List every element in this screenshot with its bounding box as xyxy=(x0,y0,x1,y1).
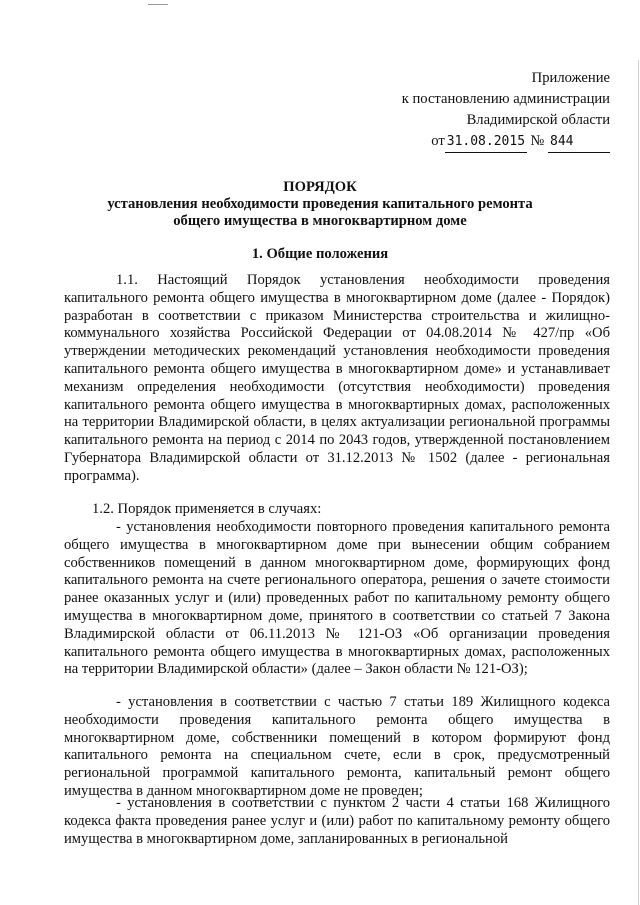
date-prefix: от xyxy=(431,133,445,149)
appendix-header xyxy=(402,68,610,153)
paragraph-text: 1.1. Настоящий Порядок установления необходимости проведения капитального ремонта общего имущества в многоквартирном доме (далее - Порядок) разработан в соответствии с приказом Министерства строительства и жилищно-коммунального хозяйства Российской Федерации от 04.08.2014 № 427/пр «Об утверждении методических рекомендаций установления необходимости проведения капитального ремонта общего имущества в многоквартирном доме» и устанавливает механизм определения необходимости (отсутствия необходимости) проведения капитального ремонта общего имущества в многоквартирных домах, расположенных на территории Владимирской области, в целях актуализации региональной программы капитального ремонта на период с 2014 по 2043 годов, утвержденной постановлением Губернатора Владимирской области от 31.12.2013 № 1502 (далее - региональная программа). xyxy=(64,272,610,484)
number-prefix: № xyxy=(530,133,545,149)
paragraph-1-1 xyxy=(64,272,610,486)
list-item-text: - установления необходимости повторного проведения капитального ремонта общего имущества в многоквартирном доме при вынесении общим собранием собственников помещений в данном многоквартирном доме, формирующих фонд капитального ремонта на счете регионального оператора, решения о зачете стоимости ранее оказанных услуг и (или) проведенных работ по капитальному ремонту общего имущества в многоквартирном доме, принятого в соответствии со статьей 7 Закона Владимирской области от 06.11.2013 № 121-ОЗ «Об организации проведения капитального ремонта общего имущества в многоквартирных домах, расположенных на территории Владимирской области» (далее – Закон области № 121-ОЗ); xyxy=(64,519,610,678)
document-title: ПОРЯДОК xyxy=(283,179,357,195)
paragraph-1-2 xyxy=(64,501,610,519)
list-item xyxy=(64,795,610,848)
list-item xyxy=(64,694,610,801)
date-value: 31.08.2015 xyxy=(445,131,527,153)
document-subtitle-line1: установления необходимости проведения капитального ремонта xyxy=(107,196,533,212)
appendix-region: Владимирской области xyxy=(466,112,610,128)
appendix-date-number xyxy=(402,131,610,153)
list-item-text: - установления в соответствии с пунктом 2 части 4 статьи 168 Жилищного кодекса факта проведения ранее услуг и (или) работ по капитальному ремонту общего имущества в многоквартирном доме, запланированных в региональной xyxy=(64,795,610,847)
section-heading: 1. Общие положения xyxy=(251,246,389,262)
scan-artifact xyxy=(148,4,168,5)
paragraph-text: 1.2. Порядок применяется в случаях: xyxy=(92,501,322,517)
appendix-reference: к постановлению администрации xyxy=(401,91,610,107)
list-item xyxy=(64,519,610,679)
appendix-label: Приложение xyxy=(531,70,610,86)
document-subtitle-line2: общего имущества в многоквартирном доме xyxy=(173,213,467,229)
list-item-text: - установления в соответствии с частью 7 статьи 189 Жилищного кодекса необходимости проведения капитального ремонта общего имущества в многоквартирном доме, собственники помещений в котором формируют фонд капитального ремонта на специальном счете, если в срок, предусмотренный региональной программой капитального ремонта, капитальный ремонт общего имущества в данном многоквартирном доме не проведен; xyxy=(64,694,610,799)
number-value: 844 xyxy=(548,131,610,153)
